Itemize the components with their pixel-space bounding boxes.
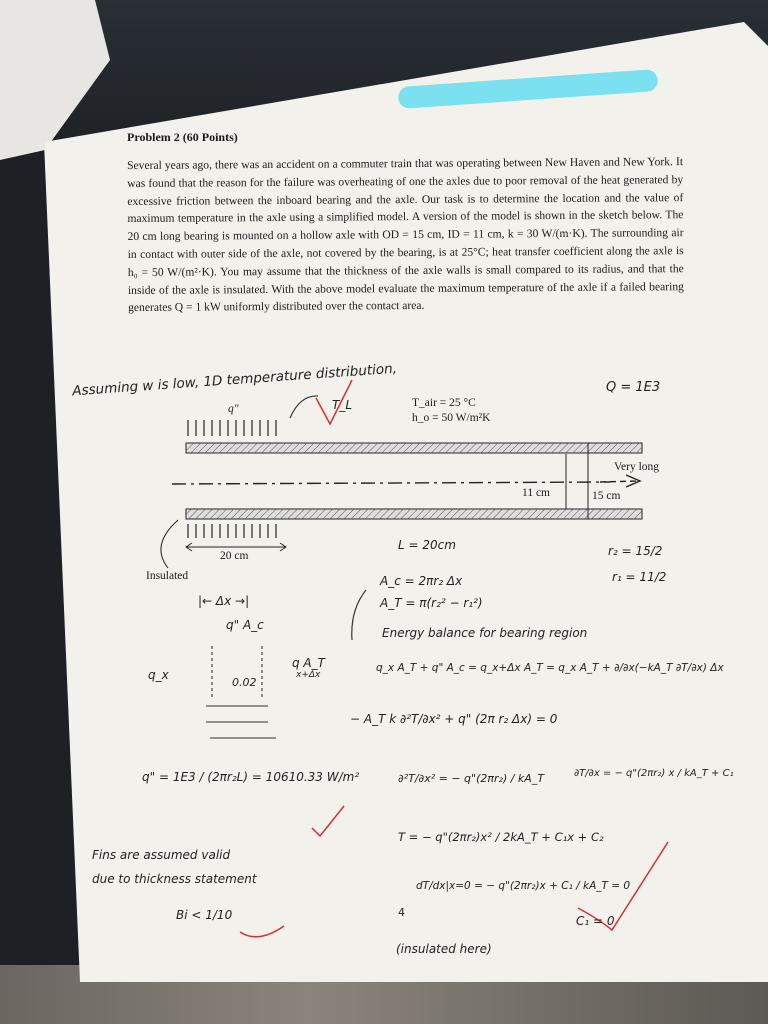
hw-qac: q" A_c xyxy=(226,618,264,632)
hw-xdx: x+Δx xyxy=(296,670,321,680)
hw-qx: q_x xyxy=(148,668,169,682)
hw-insulated-here: (insulated here) xyxy=(396,942,492,956)
hw-assumption: Assuming w is low, 1D temperature distribution, xyxy=(71,360,398,400)
hw-L: L = 20cm xyxy=(398,538,456,552)
hw-fins2: due to thickness statement xyxy=(92,872,257,886)
hw-r1: r₁ = 11/2 xyxy=(612,570,667,584)
hw-qat: q A_T xyxy=(292,656,325,670)
sketch-ho: h_o = 50 W/m²K xyxy=(412,412,491,424)
hw-d2t: ∂²T/∂x² = − q"(2πr₂) / kA_T xyxy=(398,772,545,785)
sketch-tair: T_air = 25 °C xyxy=(412,397,476,409)
hw-balance: q_x A_T + q" A_c = q_x+Δx A_T = q_x A_T + ∂/∂x(−kA_T ∂T/∂x) Δx xyxy=(376,662,724,674)
problem-title: Problem 2 (60 Points) xyxy=(127,130,238,144)
sketch-very-long: Very long xyxy=(614,461,660,473)
hw-four: 4 xyxy=(398,906,405,919)
hw-dx: |← Δx →| xyxy=(198,594,250,608)
hw-c1: C₁ = 0 xyxy=(576,914,615,928)
hw-biot: Bi < 1/10 xyxy=(176,908,233,922)
hw-dt: ∂T/∂x = − q"(2πr₂) x / kA_T + C₁ xyxy=(574,768,734,779)
hw-at: A_T = π(r₂² − r₁²) xyxy=(380,596,483,610)
sketch-id-label: 11 cm xyxy=(522,487,550,499)
hw-bc: dT/dx|x=0 = − q"(2πr₂)x + C₁ / kA_T = 0 xyxy=(416,880,631,892)
hw-t: T = − q"(2πr₂)x² / 2kA_T + C₁x + C₂ xyxy=(398,830,604,844)
sketch-q-label: q" xyxy=(228,403,239,415)
hw-pde: − A_T k ∂²T/∂x² + q" (2π r₂ Δx) = 0 xyxy=(350,712,558,726)
hw-q-value: Q = 1E3 xyxy=(606,380,661,395)
hw-energy: Energy balance for bearing region xyxy=(382,626,588,640)
hw-qflux: q" = 1E3 / (2πr₂L) = 10610.33 W/m² xyxy=(142,770,360,784)
sketch-od-label: 15 cm xyxy=(592,490,621,502)
hw-tl: T_L xyxy=(332,398,353,412)
problem-text: Several years ago, there was an accident on a commuter train that was operating between New Haven and New York. It was found that the reason for the failure was overheating of one the axles due to poor removal of the heat generated by excessive friction between the inboard bearing and the axle. Our task is to determine the location and the value of maximum temperature in the axle using a simplified model. A version of the model is shown in the sketch below. The 20 cm long bearing is mounted on a hollow axle with OD = 15 cm, ID = 11 cm, k = 30 W/(m·K). The surrounding air in contact with outer side of the axle, not covered by the bearing, is at 25°C; heat transfer coefficient along the axle is h₀ = 50 W/(m²·K). You may assume that the thickness of the axle walls is small compared to its radius, and that the inside of the axle is insulated. With the above model evaluate the maximum temperature of the axle if a failed bearing generates Q = 1 kW uniformly distributed over the contact area. xyxy=(127,155,684,315)
sketch-insulated: Insulated xyxy=(146,570,189,582)
sketch-length-label: 20 cm xyxy=(220,550,249,562)
hw-ac: A_c = 2πr₂ Δx xyxy=(380,574,463,588)
hw-r2: r₂ = 15/2 xyxy=(608,544,663,558)
hw-fins1: Fins are assumed valid xyxy=(92,848,231,862)
hw-zero02: 0.02 xyxy=(232,676,257,689)
